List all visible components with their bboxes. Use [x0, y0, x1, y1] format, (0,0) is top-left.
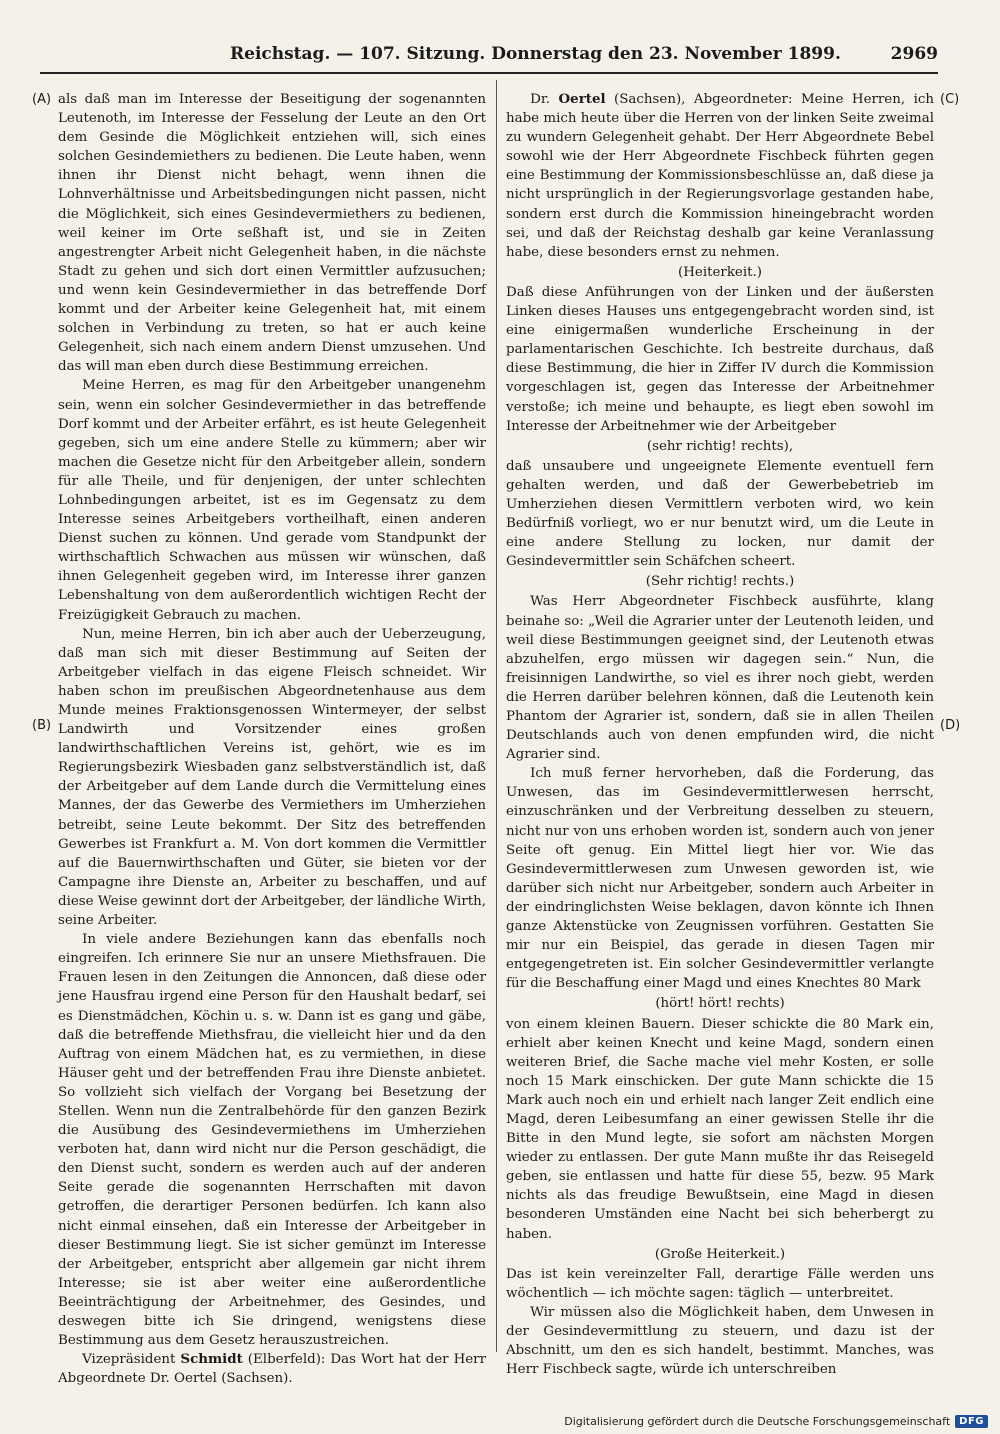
paragraph: Meine Herren, es mag für den Arbeitgeber unangenehm sein, wenn ein solcher Gesindevermiether in das betreffende Dorf kommt und der Arbeiter erfährt, es ist heute Gelegenheit gegeben, sich um eine andere Stelle zu kümmern; aber wir machen die Gesetze nicht für den Arbeitgeber allein, sondern für alle Theile, und für denjenigen, der unter schlechten Lohnbedingungen arbeitet, ist es im Gegensatz zu dem Interesse seines Arbeitgebers vortheilhaft, einen anderen Dienst suchen zu können. Und gerade vom Standpunkt der wirthschaftlich Schwachen aus müssen wir wünschen, daß ihnen Gelegenheit gegeben wird, im Interesse ihrer ganzen Lebenshaltung von dem außerordentlich wichtigen Recht der Freizügigkeit Gebrauch zu machen.	[58, 378, 486, 623]
paragraph: daß unsaubere und ungeeignete Elemente eventuell fern gehalten werden, und daß der Gewerbebetrieb im Umherziehen diesen Vermittlern verboten wird, wo kein Bedürfniß vorliegt, wo er nur benutzt wird, um die Leute in eine andere Stellung zu locken, nur damit der Gesindevermittler sein Schäfchen scheert.	[506, 458, 934, 570]
header-rule	[40, 72, 938, 74]
speaker-prefix: Vizepräsident	[82, 1352, 181, 1368]
margin-marker-d: (D)	[940, 718, 961, 733]
page-header	[40, 44, 938, 70]
interjection: (Heiterkeit.)	[678, 264, 762, 280]
paragraph: als daß man im Interesse der Beseitigung der sogenannten Leutenoth, im Interesse der Fesselung der Leute an den Ort dem Gesinde die Möglichkeit entziehen will, sich eines solchen Gesindemiethers zu bedienen. Die Leute haben, wenn ihnen ihr Dienst nicht behagt, wenn ihnen die Lohnverhältnisse und Arbeitsbedingungen nicht passen, nicht die Möglichkeit, sich eines Gesindevermiethers zu bedienen, weil keiner im Orte seßhaft ist, und sie in Zeiten angestrengter Arbeit nicht Gelegenheit haben, in die nächste Stadt zu gehen und sich dort einen Vermittler aufzusuchen; und wenn kein Gesindevermiether in das betreffende Dorf kommt und der Arbeiter keine Gelegenheit hat, mit einem solchen in Verbindung zu treten, so hat er auch keine Gelegenheit, sich nach einem andern Dienst umzusehen. Und das will man eben durch diese Bestimmung erreichen.	[58, 92, 486, 375]
speaker-name: Oertel	[558, 91, 606, 107]
right-column	[506, 90, 934, 1379]
interjection: (Große Heiterkeit.)	[654, 1246, 786, 1262]
margin-marker-c: (C)	[940, 92, 960, 107]
speaker-prefix: Dr.	[530, 92, 559, 107]
column-divider	[496, 80, 497, 1352]
dfg-logo-icon: DFG	[955, 1415, 988, 1428]
paragraph: Wir müssen also die Möglichkeit haben, dem Unwesen in der Gesindevermittlung zu steuern, und dazu ist der Abschnitt, um den es sich handelt, bestimmt. Manches, was Herr Fischbeck sagte, würde ich unterschreiben	[506, 1304, 934, 1378]
speaker-text: (Elberfeld): Das Wort hat der Herr Abgeordnete Dr. Oertel (Sachsen).	[58, 1352, 486, 1387]
paragraph: In viele andere Beziehungen kann das ebenfalls noch eingreifen. Ich erinnere Sie nur an unsere Miethsfrauen. Die Frauen lesen in den Zeitungen die Annoncen, daß diese oder jene Hausfrau irgend eine Person für den Haushalt bedarf, sei es Dienstmädchen, Köchin u. s. w. Dann ist es gang und gäbe, daß die betreffende Miethsfrau, die vielleicht hier und da den Auftrag von einem Mädchen hat, es zu vermiethen, in diese Häuser geht und der betreffenden Frau ihre Dienste anbietet. So vollzieht sich vielfach der Vorgang bei Besetzung der Stellen. Wenn nun die Zentralbehörde für den ganzen Bezirk die Ausübung des Gesindevermiethens im Umherziehen verboten hat, dann wird nicht nur die Person geschädigt, die den Dienst sucht, sondern es werden auch auf der anderen Seite gerade die sogenannten Herrschaften mit davon getroffen, die derartiger Personen bedürfen. Ich kann also nicht einmal einsehen, daß ein Interesse der Arbeitgeber in dieser Bestimmung liegt. Sie ist sicher gemünzt im Interesse der Arbeitgeber, entspricht aber allgemein gar nicht ihrem Interesse; sie ist aber weiter eine außerordentliche Beeinträchtigung der Arbeitnehmer, des Gesindes, und deswegen bitte ich Sie dringend, wenigstens diese Bestimmung aus dem Gesetz herauszustreichen.	[58, 932, 486, 1349]
speaker-text: (Sachsen), Abgeordneter: Meine Herren, ich habe mich heute über die Herren von der linken Seite zweimal zu wundern Gelegenheit gehabt. Der Herr Abgeordnete Bebel sowohl wie der Herr Abgeordnete Fischbeck führten gegen eine Bestimmung der Kommissionsbeschlüsse an, daß diese ja nicht ursprünglich in der Regierungsvorlage gestanden habe, sondern erst durch die Kommission hineingebracht worden sei, und daß der Reichstag deshalb gar keine Veranlassung habe, diese besonders ernst zu nehmen.	[506, 92, 934, 260]
speaker-paragraph	[58, 1350, 486, 1388]
speaker-paragraph	[506, 90, 934, 262]
paragraph: von einem kleinen Bauern. Dieser schickte die 80 Mark ein, erhielt aber keinen Knecht und keine Magd, sondern einen weiteren Brief, die Sache mache viel mehr Kosten, er solle noch 15 Mark einschicken. Der gute Mann schickte die 15 Mark auch noch ein und erhielt nach langer Zeit endlich eine Magd, deren Leibesumfang an einer gewissen Stelle ihr die Bitte in den Mund legte, sie sofort am nächsten Morgen wieder zu entlassen. Der gute Mann mußte ihr das Reisegeld geben, sie entlassen und hatte für diese 55, bezw. 95 Mark nichts als das freudige Bewußtsein, eine Magd in diesen besonderen Umständen eine Nacht bei sich beherbergt zu haben.	[506, 1016, 934, 1242]
paragraph: Daß diese Anführungen von der Linken und der äußersten Linken dieses Hauses uns entgegengebracht worden sind, ist eine einigermaßen wunderliche Erscheinung in der parlamentarischen Geschichte. Ich bestreite durchaus, daß diese Bestimmung, die hier in Ziffer IV durch die Kommission vorgeschlagen ist, gegen das Interesse der Arbeitnehmer verstoße; ich meine und behaupte, es liegt eben sowohl im Interesse der Arbeitnehmer wie der Arbeitgeber	[506, 284, 934, 434]
interjection: (hört! hört! rechts)	[655, 996, 785, 1012]
paragraph: Was Herr Abgeordneter Fischbeck ausführte, klang beinahe so: „Weil die Agrarier unter der Leutenoth leiden, und weil diese Bestimmungen geeignet sind, der Leutenoth etwas abzuhelfen, ergo müssen wir dagegen sein.“ Nun, die freisinnigen Landwirthe, so viel es ihrer noch giebt, werden die Herren darüber belehren können, daß die Leutenoth kein Phantom der Agrarier ist, sondern, daß sie in allen Theilen Deutschlands auch von denen empfunden wird, die nicht Agrarier sind.	[506, 594, 934, 763]
page-number: 2969	[890, 44, 938, 64]
left-column	[58, 90, 486, 1388]
paragraph: Das ist kein vereinzelter Fall, derartige Fälle werden uns wöchentlich — ich möchte sagen: täglich — unterbreitet.	[506, 1266, 934, 1301]
paragraph: Nun, meine Herren, bin ich aber auch der Ueberzeugung, daß man sich mit dieser Bestimmung auf Seiten der Arbeitgeber vielfach in das eigene Fleisch schneidet. Wir haben schon im preußischen Abgeordnetenhause aus dem Munde meines Fraktionsgenossen Wintermeyer, der selbst Landwirth und Vorsitzender eines großen landwirthschaftlichen Vereins ist, gehört, wie es im Regierungsbezirk Wiesbaden ganz selbstverständlich ist, daß der Arbeitgeber auf dem Lande durch die Vermittelung eines Mannes, der das Gewerbe des Vermiethers im Umherziehen betreibt, seine Leute bekommt. Der Sitz des betreffenden Gewerbes ist Frankfurt a. M. Von dort kommen die Vermittler auf die Bauernwirthschaften und Güter, sie bieten vor der Campagne ihre Dienste an, Arbeiter zu beschaffen, und auf diese Weise gewinnt dort der Arbeitgeber, der ländliche Wirth, seine Arbeiter.	[58, 626, 486, 929]
margin-marker-a: (A)	[32, 92, 52, 107]
digitization-credit	[564, 1415, 988, 1428]
margin-marker-b: (B)	[32, 718, 52, 733]
running-title: Reichstag. — 107. Sitzung. Donnerstag den 23. November 1899.	[230, 44, 841, 64]
interjection: (Sehr richtig! rechts.)	[645, 574, 795, 590]
interjection: (sehr richtig! rechts),	[646, 438, 794, 454]
paragraph: Ich muß ferner hervorheben, daß die Forderung, das Unwesen, das im Gesindevermittlerwesen herrscht, einzuschränken und der Verbreitung desselben zu steuern, nicht nur von uns erhoben worden ist, sondern auch von jener Seite oft genug. Ein Mittel liegt hier vor. Wie das Gesindevermittlerwesen zum Unwesen geworden ist, wie darüber sich nicht nur Arbeitgeber, sondern auch Arbeiter in der eindringlichsten Weise beklagen, davon könnte ich Ihnen ganze Aktenstücke von Zeugnissen vorführen. Gestatten Sie mir nur ein Beispiel, das gerade in diesen Tagen mir entgegengetreten ist. Ein solcher Gesindevermittler verlangte für die Beschaffung einer Magd und eines Knechtes 80 Mark	[506, 766, 934, 992]
credit-text: Digitalisierung gefördert durch die Deutsche Forschungsgemeinschaft	[564, 1415, 951, 1428]
speaker-name: Schmidt	[180, 1351, 243, 1368]
